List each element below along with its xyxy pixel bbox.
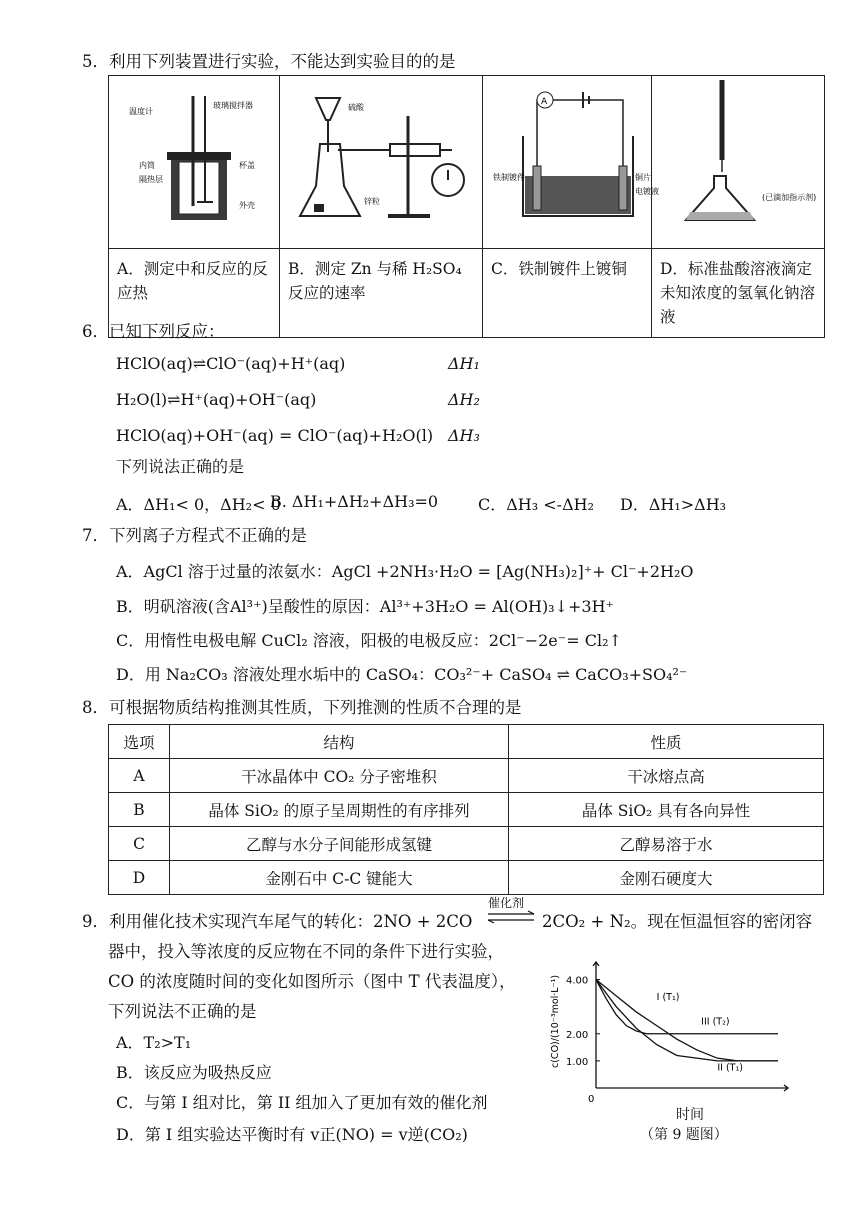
q5-stem: 5．利用下列装置进行实验，不能达到实验目的的是 xyxy=(82,52,456,71)
q8-header-structure: 结构 xyxy=(170,725,509,759)
apparatus-d-cell xyxy=(652,76,825,249)
q8-row-c-property: 乙醇易溶于水 xyxy=(509,827,824,861)
q5-apparatus-table xyxy=(108,75,825,338)
q6-dh1: ΔH₁ xyxy=(448,354,480,373)
q5-option-b[interactable]: B．测定 Zn 与稀 H₂SO₄ 反应的速率 xyxy=(280,249,483,338)
q9-line2: 器中，投入等浓度的反应物在不同的条件下进行实验， xyxy=(108,942,504,961)
q6-reaction-1: HClO(aq)⇌ClO⁻(aq)+H⁺(aq) xyxy=(116,354,346,373)
y-tick-label: 4.00 xyxy=(566,975,589,987)
q8-header-option: 选项 xyxy=(109,725,170,759)
q8-row-b-property: 晶体 SiO₂ 具有各向异性 xyxy=(509,793,824,827)
table-row[interactable] xyxy=(109,861,824,895)
label-shell: 外壳 xyxy=(239,201,255,210)
q7-option-c[interactable]: C．用惰性电极电解 CuCl₂ 溶液，阳极的电极反应：2Cl⁻−2e⁻= Cl₂↑ xyxy=(116,631,622,650)
q6-option-d[interactable]: D．ΔH₁>ΔH₃ xyxy=(620,495,727,514)
apparatus-c-cell xyxy=(483,76,659,249)
q7-option-b[interactable]: B．明矾溶液(含Al³⁺)呈酸性的原因：Al³⁺+3H₂O = Al(OH)₃↓+3H⁺ xyxy=(116,597,614,616)
label-solution: 电镀液 xyxy=(635,187,659,196)
label-zinc: 锌粒 xyxy=(364,197,380,206)
q9-option-c[interactable]: C．与第 I 组对比，第 II 组加入了更加有效的催化剂 xyxy=(116,1093,488,1112)
apparatus-b-cell xyxy=(280,76,483,249)
label-iron: 铁制镀件 xyxy=(493,173,525,182)
q6-ask: 下列说法正确的是 xyxy=(116,457,245,476)
reversible-arrow-icon xyxy=(486,910,536,924)
q6-dh2: ΔH₂ xyxy=(448,390,480,409)
calorimeter-diagram xyxy=(109,76,279,244)
label-insulation: 隔热层 xyxy=(139,175,163,184)
label-ammeter: A xyxy=(541,97,548,107)
label-thermometer: 温度计 xyxy=(129,107,153,116)
apparatus-a-cell xyxy=(109,76,280,249)
label-copper: 铜片 xyxy=(635,173,651,182)
q8-row-c-option: C xyxy=(109,827,170,861)
q9-option-d[interactable]: D．第 I 组实验达平衡时有 v正(NO) = v逆(CO₂) xyxy=(116,1125,468,1144)
chart-axes xyxy=(593,962,788,1091)
q8-row-d-option: D xyxy=(109,861,170,895)
q9-line1b: 2CO₂ + N₂。现在恒温恒容的密闭容 xyxy=(542,912,813,931)
series-label: II (T₁) xyxy=(717,1062,743,1074)
q6-dh3: ΔH₃ xyxy=(448,426,480,445)
q9-option-a[interactable]: A．T₂>T₁ xyxy=(116,1033,192,1052)
q5-option-c[interactable]: C．铁制镀件上镀铜 xyxy=(483,249,652,338)
origin-label: 0 xyxy=(588,1094,595,1105)
q8-table xyxy=(108,724,824,895)
q9-option-b[interactable]: B．该反应为吸热反应 xyxy=(116,1063,272,1082)
q8-row-a-option: A xyxy=(109,759,170,793)
table-row[interactable] xyxy=(109,793,824,827)
label-lid: 杯盖 xyxy=(239,161,255,170)
x-axis-label: 时间 xyxy=(676,1107,704,1123)
y-tick-label: 2.00 xyxy=(566,1029,589,1041)
label-indicator: (已滴加指示剂) xyxy=(762,193,817,202)
q6-option-c[interactable]: C．ΔH₃ <-ΔH₂ xyxy=(478,495,594,514)
q9-line3: CO 的浓度随时间的变化如图所示（图中 T 代表温度）， xyxy=(108,972,516,991)
q8-header-row xyxy=(109,725,824,759)
series-label: III (T₂) xyxy=(701,1016,730,1028)
q7-option-d[interactable]: D．用 Na₂CO₃ 溶液处理水垢中的 CaSO₄：CO₃²⁻+ CaSO₄ ⇌ CaCO₃+SO₄²⁻ xyxy=(116,665,688,684)
figure-caption: （第 9 题图） xyxy=(640,1127,728,1143)
q9-catalyst: 催化剂 xyxy=(488,896,525,910)
q8-row-b-structure: 晶体 SiO₂ 的原子呈周期性的有序排列 xyxy=(170,793,509,827)
label-inner: 内筒 xyxy=(139,161,155,170)
q6-reaction-2: H₂O(l)⇌H⁺(aq)+OH⁻(aq) xyxy=(116,390,317,409)
y-axis-label: c(CO)/(10⁻³mol·L⁻¹) xyxy=(550,974,561,1068)
q8-row-d-property: 金刚石硬度大 xyxy=(509,861,824,895)
q5-option-a[interactable]: A．测定中和反应的反应热 xyxy=(109,249,280,338)
q8-stem: 8．可根据物质结构推测其性质，下列推测的性质不合理的是 xyxy=(82,698,522,717)
q7-option-a[interactable]: A．AgCl 溶于过量的浓氨水：AgCl +2NH₃·H₂O = [Ag(NH₃)₂]⁺+ Cl⁻+2H₂O xyxy=(116,562,694,581)
q6-option-b[interactable]: B. ΔH₁+ΔH₂+ΔH₃=0 xyxy=(270,492,439,511)
q9-line1a: 9．利用催化技术实现汽车尾气的转化：2NO + 2CO xyxy=(82,912,473,931)
q6-reaction-3: HClO(aq)+OH⁻(aq) = ClO⁻(aq)+H₂O(l) xyxy=(116,426,434,445)
q8-row-a-structure: 干冰晶体中 CO₂ 分子密堆积 xyxy=(170,759,509,793)
titration-diagram xyxy=(652,76,824,244)
table-row[interactable] xyxy=(109,827,824,861)
electroplating-diagram xyxy=(483,76,659,244)
q8-row-a-property: 干冰熔点高 xyxy=(509,759,824,793)
y-tick-label: 1.00 xyxy=(566,1056,589,1068)
label-stirrer: 玻璃搅拌器 xyxy=(213,101,253,110)
label-acid: 硫酸 xyxy=(348,103,364,112)
co-concentration-chart xyxy=(548,958,798,1108)
series-line xyxy=(596,980,778,1034)
q8-row-d-structure: 金刚石中 C-C 键能大 xyxy=(170,861,509,895)
table-row[interactable] xyxy=(109,759,824,793)
q8-header-property: 性质 xyxy=(509,725,824,759)
q5-option-d[interactable]: D．标准盐酸溶液滴定未知浓度的氢氧化钠溶液 xyxy=(652,249,825,338)
q8-row-b-option: B xyxy=(109,793,170,827)
q6-stem: 6．已知下列反应： xyxy=(82,322,225,341)
q7-stem: 7．下列离子方程式不正确的是 xyxy=(82,526,307,545)
q9-line4: 下列说法不正确的是 xyxy=(108,1002,257,1021)
gas-rate-diagram xyxy=(280,76,482,244)
q6-option-a[interactable]: A．ΔH₁< 0，ΔH₂< 0 xyxy=(116,495,281,514)
series-line xyxy=(596,980,778,1061)
q8-row-c-structure: 乙醇与水分子间能形成氢键 xyxy=(170,827,509,861)
series-line xyxy=(596,980,778,1061)
series-label: I (T₁) xyxy=(656,991,680,1003)
